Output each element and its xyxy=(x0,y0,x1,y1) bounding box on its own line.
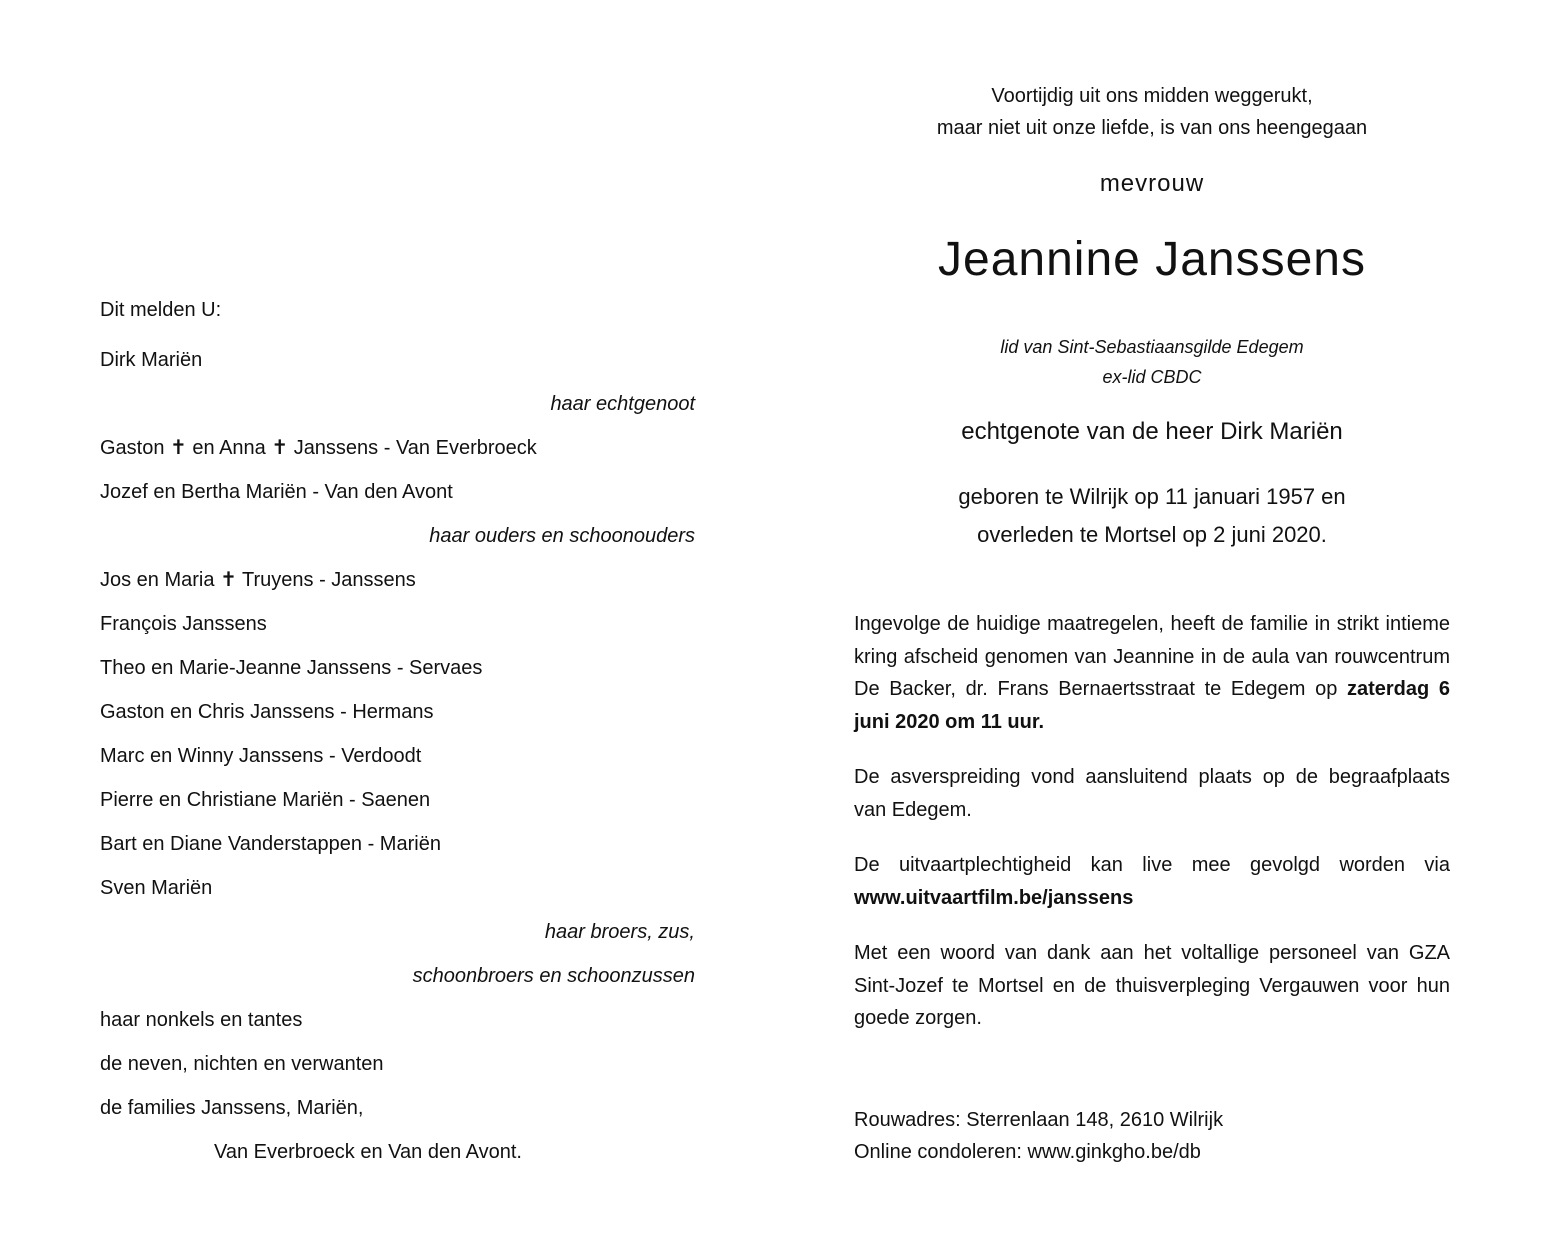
condolences-line: Online condoleren: www.ginkgho.be/db xyxy=(854,1141,1201,1163)
sibling-surname: Truyens - Janssens xyxy=(242,569,416,591)
death-line: overleden te Mortsel op 2 juni 2020. xyxy=(977,522,1327,547)
siblings-role-continued: schoonbroers en schoonzussen xyxy=(412,965,695,987)
siblings-role: haar broers, zus, xyxy=(544,921,695,943)
sibling-line: Theo en Marie-Jeanne Janssens - Servaes xyxy=(100,657,483,679)
motto-line: maar niet uit onze liefde, is van ons heengegaan xyxy=(936,117,1368,139)
sibling-names: Jos en Maria xyxy=(100,569,215,591)
address-line: Rouwadres: Sterrenlaan 148, 2610 Wilrijk xyxy=(854,1109,1224,1131)
birth-line: geboren te Wilrijk op 11 januari 1957 en xyxy=(958,484,1346,509)
cross-icon: ✝ xyxy=(220,569,237,591)
parents-line xyxy=(100,434,695,478)
ashes-paragraph: De asverspreiding vond aansluitend plaats op de begraafplaats van Edegem. xyxy=(854,766,1450,821)
parents-role: haar ouders en schoonouders xyxy=(429,525,695,547)
farewell-text: Ingevolge de huidige maatregelen, heeft de familie in strikt intieme kring afscheid genomen van Jeannine in de aula van rouwcentrum De Backer, dr. Frans Bernaertsstraat te Edegem op xyxy=(854,613,1450,700)
sibling-line: Pierre en Christiane Mariën - Saenen xyxy=(100,789,431,811)
thanks-paragraph: Met een woord van dank aan het voltallige personeel van GZA Sint-Jozef te Mortsel en de thuisverpleging Vergauwen voor hun goede zorgen. xyxy=(854,942,1450,1029)
in-laws-line: Jozef en Bertha Mariën - Van den Avont xyxy=(100,481,453,503)
sibling-line: François Janssens xyxy=(100,613,267,635)
parent-mother: en Anna xyxy=(192,437,266,459)
life-dates xyxy=(854,478,1450,554)
relatives-line-continued: Van Everbroeck en Van den Avont. xyxy=(214,1141,522,1163)
motto-line: Voortijdig uit ons midden weggerukt, xyxy=(991,85,1313,107)
membership-line: lid van Sint-Sebastiaansgilde Edegem xyxy=(1000,337,1304,357)
motto xyxy=(854,80,1450,144)
farewell-date: zaterdag 6 juni 2020 om 11 uur. xyxy=(854,678,1450,733)
spouse-name: Dirk Mariën xyxy=(100,349,203,371)
membership-line: ex-lid CBDC xyxy=(1102,367,1202,387)
honorific: mevrouw xyxy=(1099,170,1205,197)
sibling-line: Marc en Winny Janssens - Verdoodt xyxy=(100,745,422,767)
sibling-line: Gaston en Chris Janssens - Hermans xyxy=(100,701,434,723)
spouse-line: echtgenote van de heer Dirk Mariën xyxy=(961,418,1343,445)
sibling-line: Sven Mariën xyxy=(100,877,213,899)
relatives-line: de neven, nichten en verwanten xyxy=(100,1053,384,1075)
memberships xyxy=(854,332,1450,392)
sibling-line: Bart en Diane Vanderstappen - Mariën xyxy=(100,833,441,855)
farewell-paragraph xyxy=(854,608,1450,738)
contact-info xyxy=(854,1104,1450,1168)
cross-icon: ✝ xyxy=(170,437,187,459)
spouse-role: haar echtgenoot xyxy=(550,393,695,415)
parent-father: Gaston xyxy=(100,437,165,459)
livestream-link[interactable]: www.uitvaartfilm.be/janssens xyxy=(854,886,1134,909)
cross-icon: ✝ xyxy=(271,437,289,459)
deceased-name: Jeannine Janssens xyxy=(938,233,1366,286)
relatives-line: de families Janssens, Mariën, xyxy=(100,1097,364,1119)
intro-line: Dit melden U: xyxy=(100,299,222,321)
family-list xyxy=(100,296,695,1182)
sibling-line xyxy=(100,566,695,610)
parents-surname: Janssens - Van Everbroeck xyxy=(293,437,537,459)
livestream-text: De uitvaartplechtigheid kan live mee gevolgd worden via xyxy=(854,854,1450,876)
relatives-line: haar nonkels en tantes xyxy=(100,1009,303,1031)
livestream-paragraph xyxy=(854,849,1450,914)
